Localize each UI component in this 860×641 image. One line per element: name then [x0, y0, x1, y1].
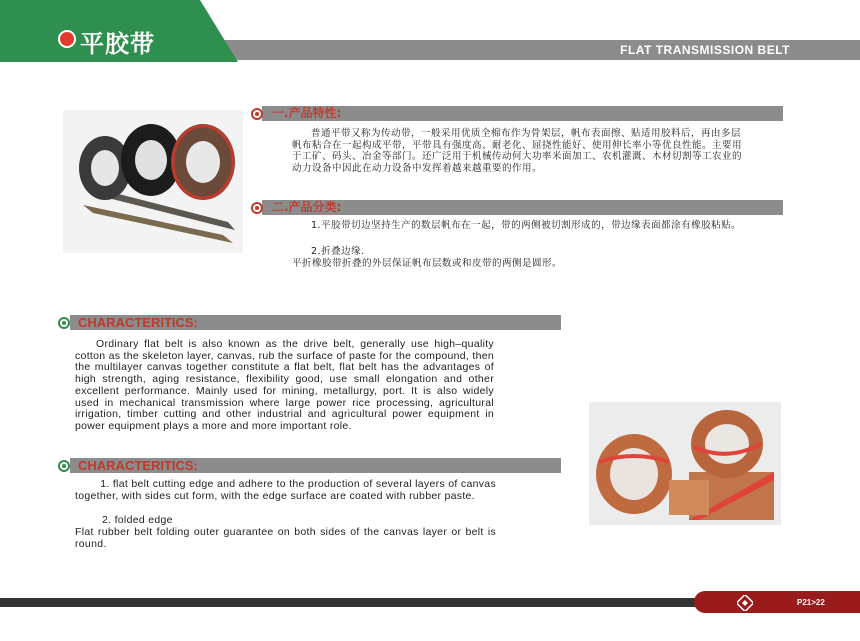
cn-section2-heading: 二.产品分类:: [272, 200, 342, 214]
en-section1-paragraph: Ordinary flat belt is also known as the drive belt, generally use high–quality cotton as the skeleton layer, canvas, rub the surface of paste for the compound, then the multilayer canvas together constitute a flat belt, flat belt has the advantages of high strength, aging resistance, flexibility good, use small elongation and other excellent performance. Mainly used for mining, metallurgy, port. It is also widely used in mechanical transmission where large power rice processing, agricultural irrigation, timber cutting and other industrial and agricultural power equipment in power equipment plays a more and more important role.: [75, 338, 494, 432]
cn-section2-item2: 2.折叠边缘.: [311, 246, 365, 257]
bullet-icon: [251, 202, 263, 214]
bullet-icon: [251, 108, 263, 120]
en-section1-heading: CHARACTERITICS:: [78, 315, 198, 330]
en-section2-item2: 2. folded edge: [102, 514, 173, 526]
cn-section1-heading: 一.产品特性:: [272, 106, 342, 120]
en-section2-heading: CHARACTERITICS:: [78, 458, 198, 473]
page-number: P21>22: [797, 598, 825, 607]
cn-section1-paragraph: 普通平带又称为传动带，一般采用优质全棉布作为骨架层，帆布表面擦、贴适用胶料后，再由多层帆布粘合在一起构成平带，平带具有强度高、耐老化、屈挠性能好、使用伸长率小等优良性能。主要用于工矿、码头、冶金等部门。还广泛用于机械传动何大功率米面加工、农机灌溉、木材切割等工农业的动力设备中因此在动力设备中发挥着越来越重要的作用。: [292, 128, 743, 175]
page-title-cn: 平胶带: [80, 30, 155, 58]
bullet-icon: [58, 460, 70, 472]
company-logo-icon: [737, 595, 753, 611]
cn-section2-item2-desc: 平折橡胶带折叠的外层保证帆布层数或和皮带的两侧是圆形。: [292, 258, 563, 269]
en-section2-item1: 1. flat belt cutting edge and adhere to the production of several layers of canvas together, with sides cut form, with the edge surface are coated with rubber paste.: [75, 478, 496, 502]
bullet-icon: [58, 317, 70, 329]
en-section2-item2-desc: Flat rubber belt folding outer guarantee on both sides of the canvas layer or belt is round.: [75, 526, 496, 550]
cn-section2-item1: 1.平胶带切边坚持生产的数层帆布在一起，带的两侧被切割形成的，带边缘表面都涂有橡胶粘贴。: [311, 220, 742, 231]
belt-rolls-photo: [63, 110, 243, 253]
rubber-belt-photo: [589, 402, 781, 525]
footer-tab: [694, 591, 860, 613]
brand-logo-icon: [58, 30, 76, 48]
page-title-en: FLAT TRANSMISSION BELT: [620, 43, 790, 57]
